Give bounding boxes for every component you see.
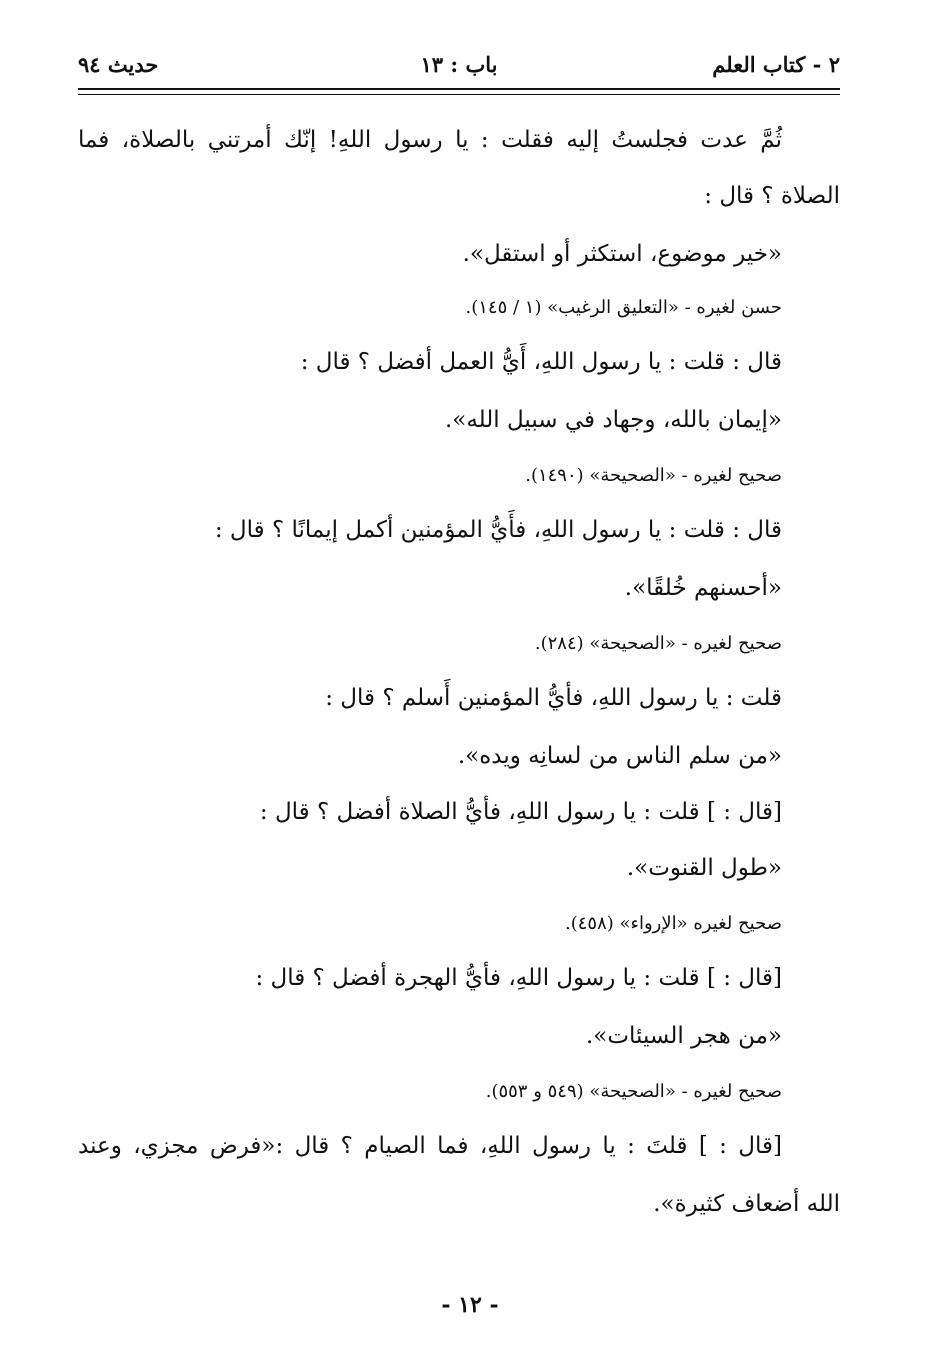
text-line: الله أضعاف كثيرة». bbox=[653, 1191, 840, 1217]
text-line: «من سلم الناس من لسانِه ويده». bbox=[457, 743, 782, 769]
text-line: «إيمان بالله، وجهاد في سبيل الله». bbox=[444, 407, 782, 433]
page-number: - ١٢ - bbox=[441, 1292, 499, 1318]
text-line: [قال : ] قلت : يا رسول اللهِ، فأيُّ الصلاة أفضل ؟ قال : bbox=[259, 799, 782, 825]
grading-line: صحيح لغيره - «الصحيحة» (١٤٩٠). bbox=[525, 465, 782, 486]
grading-line: صحيح لغيره - «الصحيحة» (٢٨٤). bbox=[534, 633, 782, 654]
header-chapter: باب : ١٣ bbox=[420, 52, 498, 77]
text-line: «خير موضوع، استكثر أو استقل». bbox=[462, 241, 782, 267]
header-book-title: ٢ - كتاب العلم bbox=[712, 52, 840, 77]
grading-line: صحيح لغيره «الإرواء» (٤٥٨). bbox=[564, 913, 782, 934]
text-line: [قال : ] قلت : يا رسول اللهِ، فأيُّ الهجرة أفضل ؟ قال : bbox=[255, 965, 782, 991]
text-line: [قال : ] قلتَ : يا رسول اللهِ، فما الصيام ؟ قال :«فرض مجزي، وعند bbox=[78, 1133, 782, 1159]
grading-line: صحيح لغيره - «الصحيحة» (٥٤٩ و ٥٥٣). bbox=[485, 1081, 782, 1102]
text-line: «طول القنوت». bbox=[626, 855, 782, 881]
text-line: «أحسنهم خُلقًا». bbox=[624, 575, 782, 601]
text-line: قال : قلت : يا رسول اللهِ، أَيُّ العمل أفضل ؟ قال : bbox=[300, 349, 782, 375]
grading-line: حسن لغيره - «التعليق الرغيب» (١ / ١٤٥). bbox=[465, 297, 782, 318]
text-line: ثُمَّ عدت فجلستُ إليه فقلت : يا رسول اللهِ! إنّك أمرتني بالصلاة، فما bbox=[78, 127, 782, 153]
header-rule-thin bbox=[78, 94, 840, 95]
text-line: قلت : يا رسول اللهِ، فأيُّ المؤمنين أَسلم ؟ قال : bbox=[325, 685, 782, 711]
text-line: الصلاة ؟ قال : bbox=[704, 183, 840, 209]
header-rule-thick bbox=[78, 88, 840, 90]
text-line: «من هجر السيئات». bbox=[585, 1023, 782, 1049]
header-hadith-number: حديث ٩٤ bbox=[78, 52, 159, 77]
page-header bbox=[78, 44, 840, 84]
text-line: قال : قلت : يا رسول اللهِ، فأَيُّ المؤمنين أكمل إيمانًا ؟ قال : bbox=[214, 517, 782, 543]
